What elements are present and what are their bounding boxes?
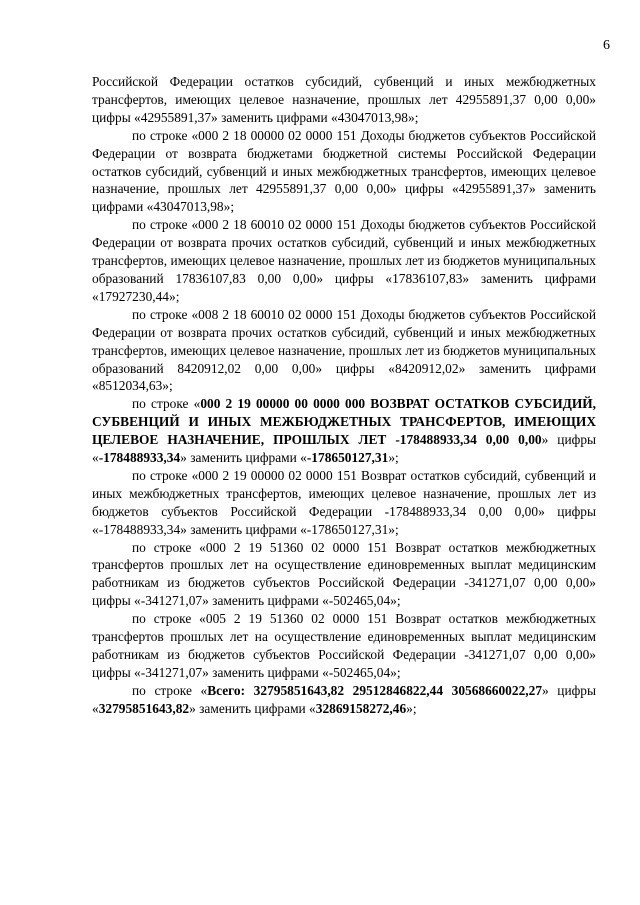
text-run: по строке «000 2 18 60010 02 0000 151 Доходы бюджетов субъектов Российской Федерации от возврата прочих остатков субсидий, субвенций и иных межбюджетных трансфертов, имеющих целевое назначение, прошлых лет из бюджетов муниципальных образований 17836107,83 0,00 0,00» цифры «17836107,83» заменить цифрами «17927230,44»; — [92, 217, 596, 304]
text-run: » цифры « — [92, 682, 596, 716]
text-run: Российской Федерации остатков субсидий, субвенций и иных межбюджетных трансфертов, имеющих целевое назначение, прошлых лет 42955891,37 0,00 0,00» цифры «42955891,37» заменить цифрами «43047013,98»; — [92, 74, 596, 125]
text-run: » заменить цифрами « — [180, 450, 307, 466]
paragraph — [92, 539, 596, 611]
paragraph — [92, 610, 596, 682]
text-run: по строке «008 2 18 60010 02 0000 151 Доходы бюджетов субъектов Российской Федерации от возврата прочих остатков субсидий, субвенций и иных межбюджетных трансфертов, имеющих целевое назначение, прошлых лет из бюджетов муниципальных образований 8420912,02 0,00 0,00» цифры «8420912,02» заменить цифрами «8512034,63»; — [92, 306, 596, 394]
bold-text-run: 32869158272,46 — [315, 700, 407, 716]
paragraph — [92, 127, 596, 217]
text-run: » заменить цифрами « — [189, 700, 316, 716]
page-number: 6 — [603, 38, 610, 53]
text-run: »; — [406, 700, 417, 716]
text-run: по строке « — [132, 682, 208, 698]
text-run: по строке «000 2 19 51360 02 0000 151 Возврат остатков межбюджетных трансфертов прошлых лет на осуществление единовременных выплат медицинским работникам из бюджетов субъектов Российской Федерации -341271,07 0,00 0,00» цифры «-341271,07» заменить цифрами «-502465,04»; — [92, 539, 596, 609]
bold-text-run: 32795851643,82 — [98, 700, 190, 716]
bold-text-run: -178650127,31 — [306, 450, 389, 466]
paragraph — [92, 306, 596, 396]
paragraph — [92, 467, 596, 539]
bold-text-run: -178488933,34 — [98, 450, 181, 466]
paragraph — [92, 216, 596, 306]
bold-text-run: 000 2 19 00000 00 0000 000 ВОЗВРАТ ОСТАТКОВ СУБСИДИЙ, СУБВЕНЦИЙ И ИНЫХ МЕЖБЮДЖЕТНЫХ ТРАНСФЕРТОВ, ИМЕЮЩИХ ЦЕЛЕВОЕ НАЗНАЧЕНИЕ, ПРОШЛЫХ ЛЕТ -178488933,34 0,00 0,00 — [92, 396, 597, 448]
paragraph — [92, 682, 596, 718]
paragraph — [92, 73, 596, 127]
text-run: по строке « — [132, 396, 201, 412]
text-run: по строке «005 2 19 51360 02 0000 151 Возврат остатков межбюджетных трансфертов прошлых лет на осуществление единовременных выплат медицинским работникам из бюджетов субъектов Российской Федерации -341271,07 0,00 0,00» цифры «-341271,07» заменить цифрами «-502465,04»; — [92, 611, 596, 680]
text-run: по строке «000 2 18 00000 02 0000 151 Доходы бюджетов субъектов Российской Федерации от возврата бюджетами бюджетной системы Российской Федерации остатков субсидий, субвенций и иных межбюджетных трансфертов, имеющих целевое назначение, прошлых лет 42955891,37 0,00 0,00» цифры «42955891,37» заменить цифрами «43047013,98»; — [92, 127, 596, 215]
text-run: »; — [388, 450, 399, 466]
document-body — [92, 73, 596, 718]
bold-text-run: Всего: 32795851643,82 29512846822,44 30568660022,27 — [207, 682, 543, 698]
text-run: по строке «000 2 19 00000 02 0000 151 Возврат остатков субсидий, субвенций и иных межбюджетных трансфертов, имеющих целевое назначение, прошлых лет из бюджетов субъектов Российской Федерации -178488933,34 0,00 0,00» цифры «-178488933,34» заменить цифрами «-178650127,31»; — [92, 467, 596, 537]
paragraph — [92, 395, 596, 467]
text-run: » цифры « — [92, 432, 597, 466]
